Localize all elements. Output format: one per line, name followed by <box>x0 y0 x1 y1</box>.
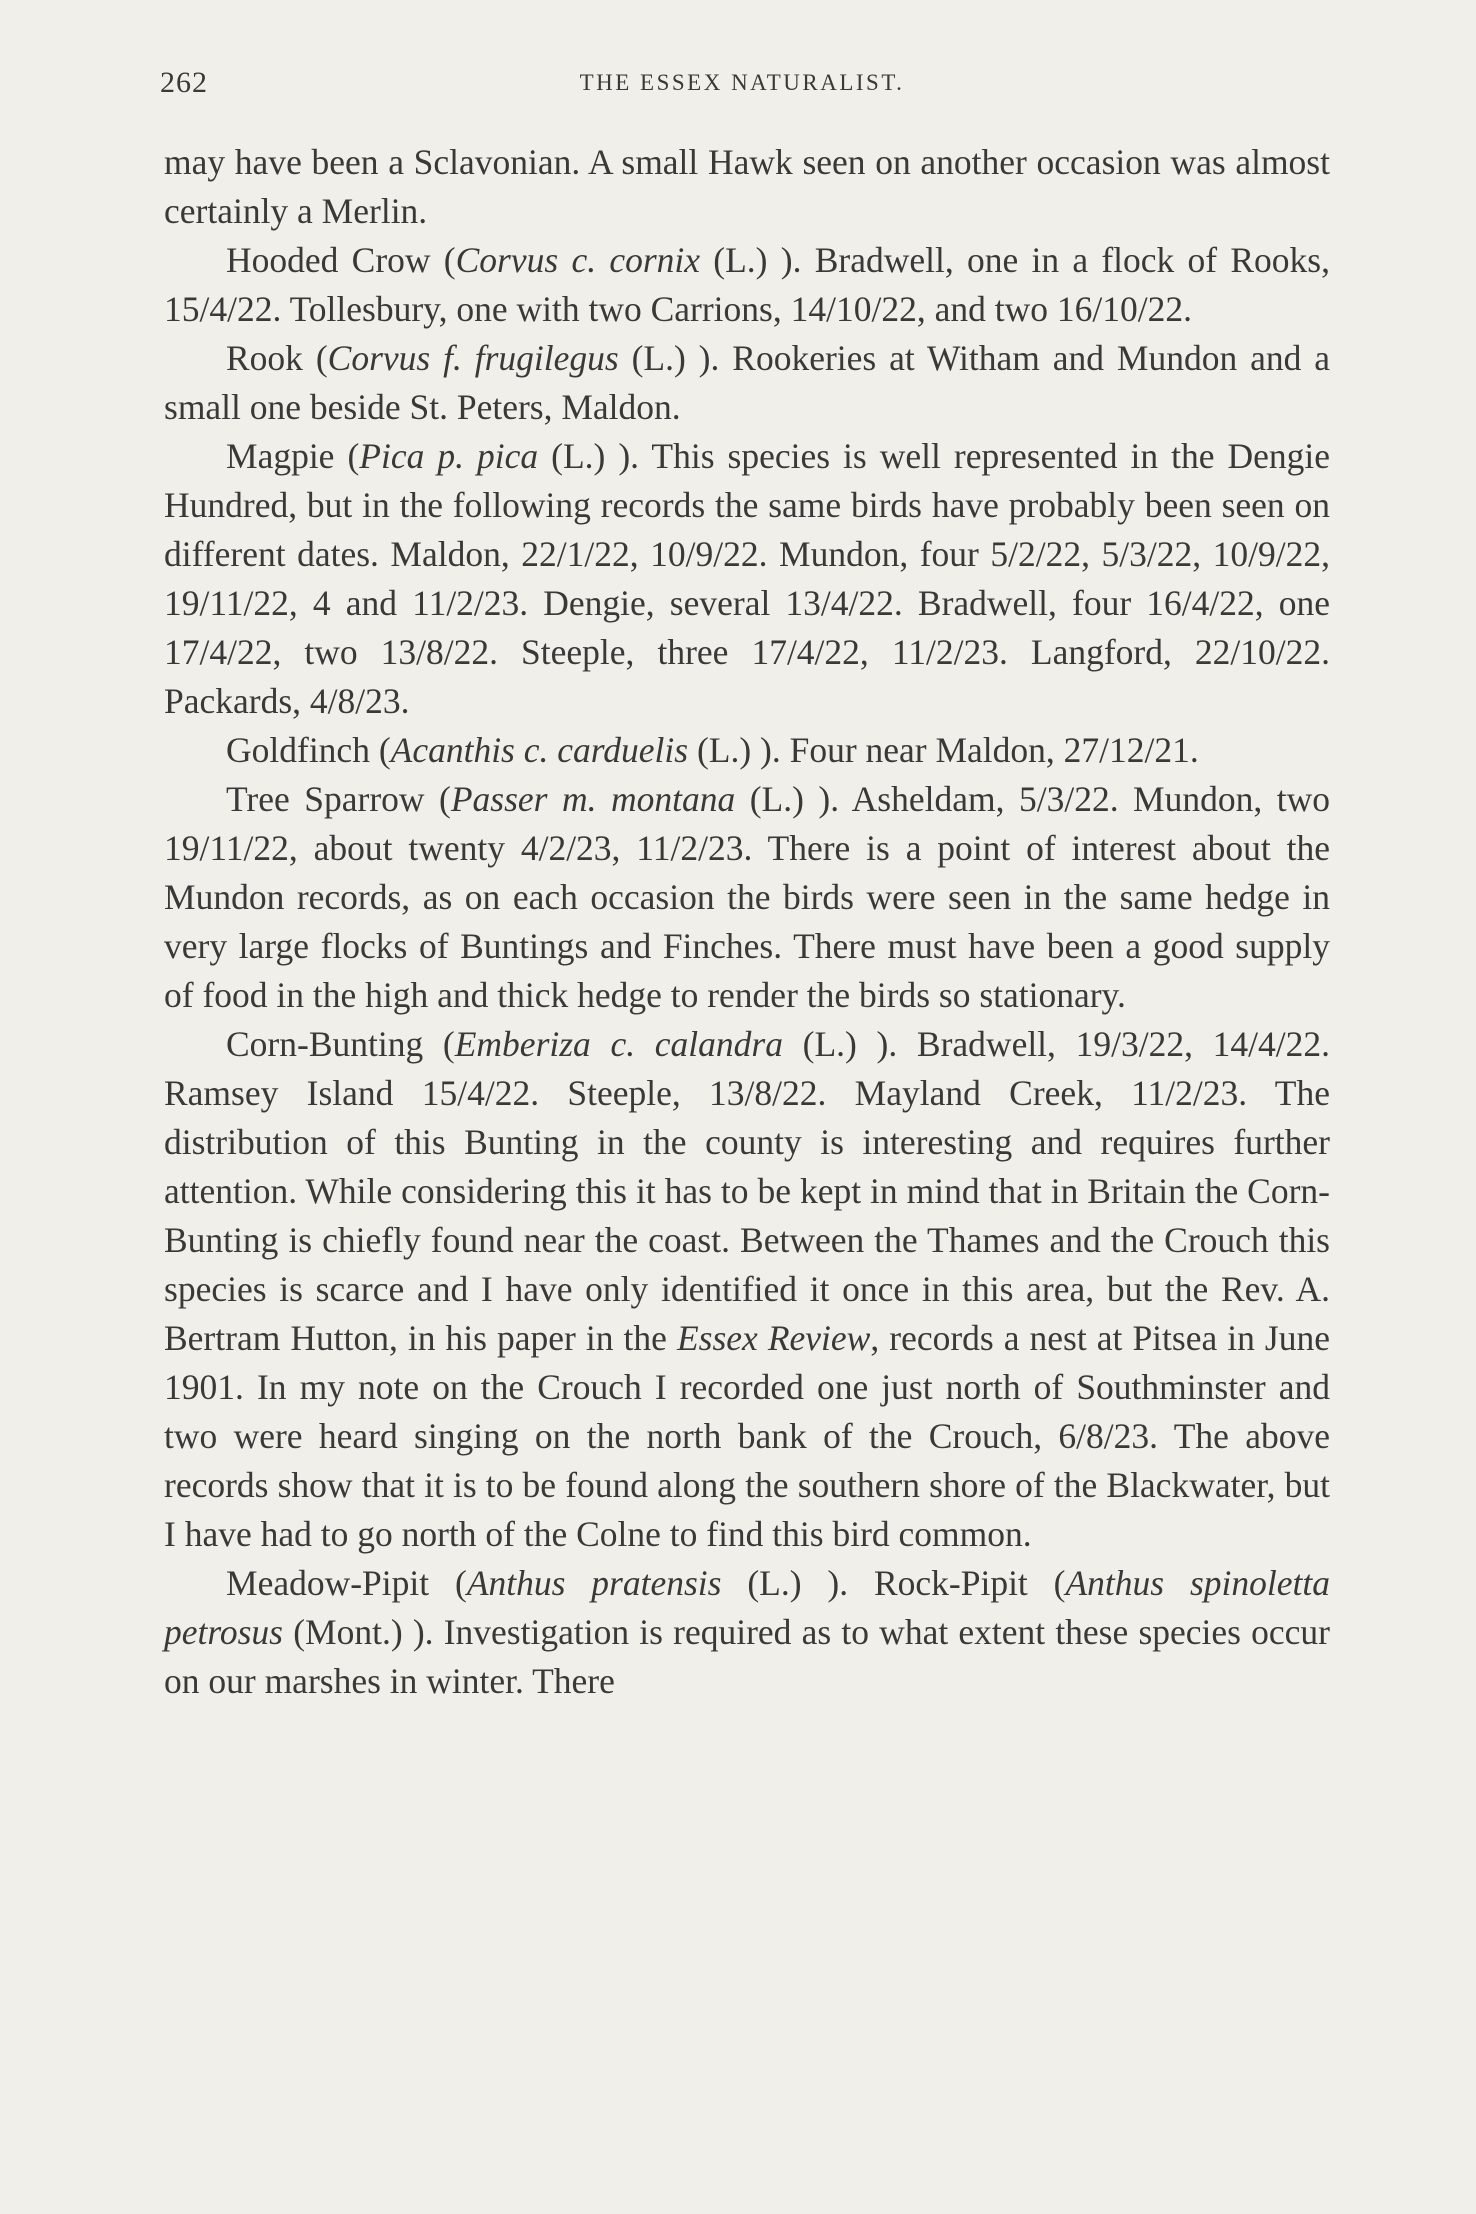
italic-text: Corvus f. frugilegus <box>327 338 619 378</box>
body-text <box>164 138 1330 1706</box>
text-run: (L.) ). Four near Maldon, 27/12/21. <box>688 730 1199 770</box>
text-run: Goldfinch ( <box>226 730 391 770</box>
italic-text: Anthus pratensis <box>466 1563 722 1603</box>
text-run: Hooded Crow ( <box>226 240 456 280</box>
italic-text: Emberiza c. calandra <box>454 1024 783 1064</box>
italic-text: Anthus spinoletta petrosus <box>164 1563 1331 1652</box>
italic-text: Passer m. montana <box>450 779 736 819</box>
text-run: (L.) ). This species is well represented in the Dengie Hundred, but in the following records the same birds have probably been seen on different dates. Maldon, 22/1/22, 10/9/22. Mundon, four 5/2/22, 5/3/22, 10/9/22, 19/11/22, 4 and 11/2/23. Dengie, several 13/4/22. Bradwell, four 16/4/22, one 17/4/22, two 13/8/22. Steeple, three 17/4/22, 11/2/23. Langford, 22/10/22. Packards, 4/8/23. <box>164 436 1330 721</box>
paragraph <box>164 1559 1330 1706</box>
italic-text: Corvus c. cornix <box>455 240 701 280</box>
running-title: THE ESSEX NATURALIST. <box>579 70 905 95</box>
text-run: Corn-Bunting ( <box>226 1024 455 1064</box>
italic-text: Essex Review <box>676 1318 871 1358</box>
paragraph <box>164 138 1330 236</box>
text-run: (L.) ). Bradwell, 19/3/22, 14/4/22. Ramsey Island 15/4/22. Steeple, 13/8/22. Mayland Creek, 11/2/23. The distribution of this Bunting in the county is interesting and requires further attention. While considering this it has to be kept in mind that in Britain the Corn-Bunting is chiefly found near the coast. Between the Thames and the Crouch this species is scarce and I have only identified it once in this area, but the Rev. A. Bertram Hutton, in his paper in the <box>164 1024 1330 1358</box>
paragraph <box>164 1020 1330 1559</box>
page-number: 262 <box>160 66 208 99</box>
text-run: (L.) ). Rock-Pipit ( <box>721 1563 1066 1603</box>
paragraph <box>164 726 1330 775</box>
text-run: Magpie ( <box>226 436 360 476</box>
paragraph <box>164 334 1330 432</box>
italic-text: Acanthis c. carduelis <box>390 730 689 770</box>
text-run: Tree Sparrow ( <box>226 779 451 819</box>
paragraph <box>164 775 1330 1020</box>
text-run: Rook ( <box>226 338 328 378</box>
text-run: Meadow-Pipit ( <box>226 1563 467 1603</box>
italic-text: Pica p. pica <box>359 436 539 476</box>
paragraph <box>164 432 1330 726</box>
text-run: may have been a Sclavonian. A small Hawk seen on another occasion was almost certainly a Merlin. <box>164 142 1330 231</box>
text-run: (Mont.) ). Investigation is required as to what extent these species occur on our marshes in winter. There <box>164 1612 1330 1701</box>
text-run: , records a nest at Pitsea in June 1901. In my note on the Crouch I recorded one just north of Southminster and two were heard singing on the north bank of the Crouch, 6/8/23. The above records show that it is to be found along the southern shore of the Blackwater, but I have had to go north of the Colne to find this bird common. <box>164 1318 1331 1554</box>
text-run: (L.) ). Rookeries at Witham and Mundon and a small one beside St. Peters, Maldon. <box>164 338 1331 427</box>
text-run: (L.) ). Bradwell, one in a flock of Rooks, 15/4/22. Tollesbury, one with two Carrions, 14/10/22, and two 16/10/22. <box>164 240 1330 329</box>
text-run: (L.) ). Asheldam, 5/3/22. Mundon, two 19/11/22, about twenty 4/2/23, 11/2/23. There is a point of interest about the Mundon records, as on each occasion the birds were seen in the same hedge in very large flocks of Buntings and Finches. There must have been a good supply of food in the high and thick hedge to render the birds so stationary. <box>164 779 1330 1015</box>
page-header <box>160 66 1324 110</box>
paragraph <box>164 236 1330 334</box>
